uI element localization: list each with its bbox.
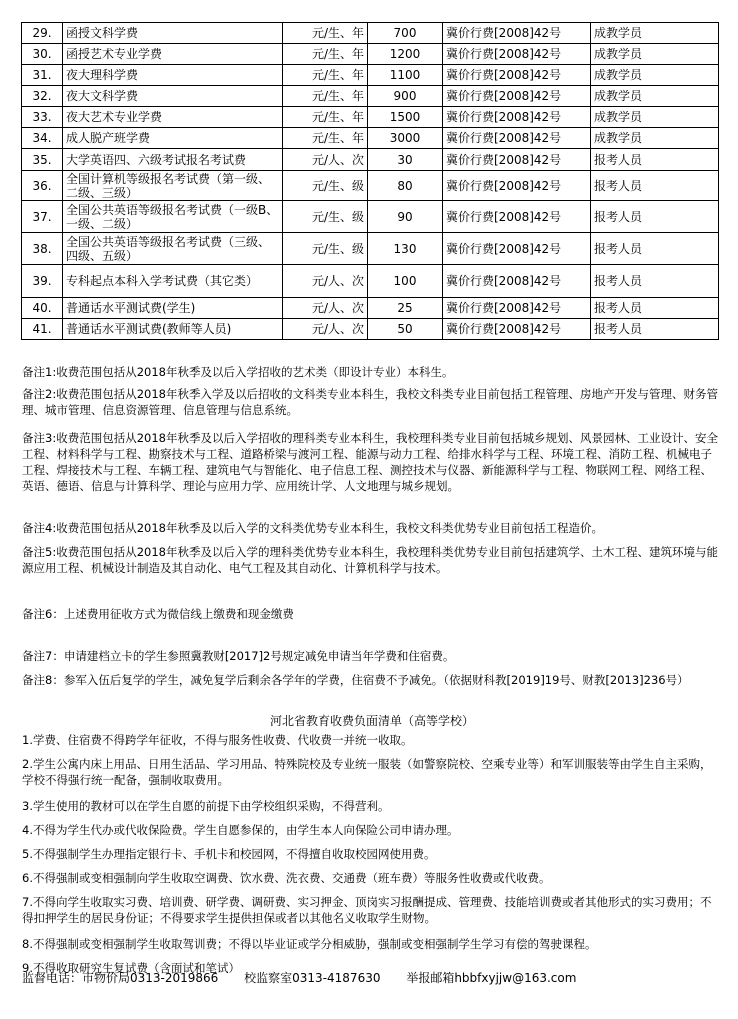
fee-amount: 100 bbox=[368, 265, 443, 298]
fee-item-name: 夜大文科学费 bbox=[63, 86, 283, 107]
fee-item-name: 普通话水平测试费(教师等人员) bbox=[63, 319, 283, 340]
fee-amount: 1200 bbox=[368, 44, 443, 65]
policy-document: 冀价行费[2008]42号 bbox=[443, 265, 591, 298]
fee-item-name: 函授艺术专业学费 bbox=[63, 44, 283, 65]
row-number: 33. bbox=[22, 107, 63, 128]
fee-target: 报考人员 bbox=[591, 319, 719, 340]
row-number: 41. bbox=[22, 319, 63, 340]
fee-amount: 90 bbox=[368, 201, 443, 233]
list-item: 3.学生使用的教材可以在学生自愿的前提下由学校组织采购，不得营利。 bbox=[22, 799, 390, 813]
policy-document: 冀价行费[2008]42号 bbox=[443, 201, 591, 233]
fee-item-name: 大学英语四、六级考试报名考试费 bbox=[63, 149, 283, 171]
note-5: 备注5:收费范围包括从2018年秋季及以后入学的理科类优势专业本科生，我校理科类优势专业目前包括建筑学、土木工程、建筑环境与能源应用工程、机械设计制造及其自动化、电气工程及其自动化、计算机科学与技术。 bbox=[22, 545, 718, 575]
fee-unit: 元/生、年 bbox=[283, 23, 368, 44]
fee-target: 成教学员 bbox=[591, 65, 719, 86]
fee-target: 成教学员 bbox=[591, 44, 719, 65]
table-row bbox=[22, 86, 719, 107]
fee-item-name: 全国公共英语等级报名考试费（三级、四级、五级） bbox=[63, 233, 283, 265]
policy-document: 冀价行费[2008]42号 bbox=[443, 107, 591, 128]
row-number: 34. bbox=[22, 128, 63, 149]
fee-unit: 元/人、次 bbox=[283, 265, 368, 298]
fee-target: 报考人员 bbox=[591, 171, 719, 201]
fee-item-name: 成人脱产班学费 bbox=[63, 128, 283, 149]
fee-target: 成教学员 bbox=[591, 107, 719, 128]
table-row bbox=[22, 265, 719, 298]
fee-target: 成教学员 bbox=[591, 86, 719, 107]
fee-item-name: 函授文科学费 bbox=[63, 23, 283, 44]
row-number: 31. bbox=[22, 65, 63, 86]
row-number: 38. bbox=[22, 233, 63, 265]
table-row bbox=[22, 23, 719, 44]
fee-target: 成教学员 bbox=[591, 23, 719, 44]
list-item: 7.不得向学生收取实习费、培训费、研学费、调研费、实习押金、顶岗实习报酬提成、管理费、技能培训费或者其他形式的实习费用；不得扣押学生的居民身份证；不得要求学生提供担保或者以其他名义收取学生财物。 bbox=[22, 895, 712, 925]
fee-unit: 元/生、级 bbox=[283, 201, 368, 233]
policy-document: 冀价行费[2008]42号 bbox=[443, 23, 591, 44]
fee-item-name: 夜大艺术专业学费 bbox=[63, 107, 283, 128]
fee-item-name: 专科起点本科入学考试费（其它类） bbox=[63, 265, 283, 298]
fee-target: 报考人员 bbox=[591, 149, 719, 171]
fee-unit: 元/生、年 bbox=[283, 65, 368, 86]
list-item: 4.不得为学生代办或代收保险费。学生自愿参保的，由学生本人向保险公司申请办理。 bbox=[22, 823, 459, 837]
fee-amount: 900 bbox=[368, 86, 443, 107]
table-row bbox=[22, 107, 719, 128]
list-item: 2.学生公寓内床上用品、日用生活品、学习用品、特殊院校及专业统一服装（如警察院校、空乘专业等）和军训服装等由学生自主采购，学校不得强行统一配备，强制收取费用。 bbox=[22, 757, 712, 787]
fee-unit: 元/人、次 bbox=[283, 149, 368, 171]
fee-target: 报考人员 bbox=[591, 265, 719, 298]
supervision-footer bbox=[22, 969, 722, 986]
policy-document: 冀价行费[2008]42号 bbox=[443, 319, 591, 340]
fee-amount: 1500 bbox=[368, 107, 443, 128]
table-row bbox=[22, 201, 719, 233]
fee-unit: 元/生、年 bbox=[283, 128, 368, 149]
table-row bbox=[22, 65, 719, 86]
fee-amount: 1100 bbox=[368, 65, 443, 86]
note-1: 备注1:收费范围包括从2018年秋季及以后入学招收的艺术类（即设计专业）本科生。 bbox=[22, 365, 454, 379]
row-number: 40. bbox=[22, 298, 63, 319]
note-7: 备注7：申请建档立卡的学生参照冀教财[2017]2号规定减免申请当年学费和住宿费。 bbox=[22, 649, 455, 663]
fee-target: 报考人员 bbox=[591, 233, 719, 265]
row-number: 29. bbox=[22, 23, 63, 44]
fee-unit: 元/生、年 bbox=[283, 44, 368, 65]
table-row bbox=[22, 298, 719, 319]
note-3: 备注3:收费范围包括从2018年秋季及以后入学招收的理科类专业本科生，我校理科类专业目前包括城乡规划、风景园林、工业设计、安全工程、材料科学与工程、勘察技术与工程、道路桥梁与渡河工程、能源与动力工程、给排水科学与工程、环境工程、消防工程、机械电子工程、焊接技术与工程、车辆工程、建筑电气与智能化、电子信息工程、测控技术与仪器、新能源科学与工程、物联网工程、网络工程、英语、德语、信息与计算科学、理论与应用力学、应用统计学、人文地理与城乡规划。 bbox=[22, 431, 718, 493]
fee-amount: 80 bbox=[368, 171, 443, 201]
row-number: 39. bbox=[22, 265, 63, 298]
row-number: 32. bbox=[22, 86, 63, 107]
policy-document: 冀价行费[2008]42号 bbox=[443, 149, 591, 171]
fee-amount: 25 bbox=[368, 298, 443, 319]
list-item: 6.不得强制或变相强制向学生收取空调费、饮水费、洗衣费、交通费（班车费）等服务性收费或代收费。 bbox=[22, 871, 551, 885]
table-row bbox=[22, 319, 719, 340]
fee-unit: 元/生、年 bbox=[283, 107, 368, 128]
fee-amount: 700 bbox=[368, 23, 443, 44]
fee-unit: 元/人、次 bbox=[283, 319, 368, 340]
list-item: 5.不得强制学生办理指定银行卡、手机卡和校园网，不得擅自收取校园网使用费。 bbox=[22, 847, 436, 861]
note-6: 备注6：上述费用征收方式为微信线上缴费和现金缴费 bbox=[22, 607, 294, 621]
policy-document: 冀价行费[2008]42号 bbox=[443, 233, 591, 265]
fee-target: 报考人员 bbox=[591, 298, 719, 319]
supervision-phone: 监督电话：市物价局0313-2019866 bbox=[22, 971, 219, 985]
note-4: 备注4:收费范围包括从2018年秋季及以后入学的文科类优势专业本科生，我校文科类优势专业目前包括工程造价。 bbox=[22, 521, 603, 535]
fee-amount: 3000 bbox=[368, 128, 443, 149]
fee-unit: 元/生、级 bbox=[283, 233, 368, 265]
policy-document: 冀价行费[2008]42号 bbox=[443, 171, 591, 201]
list-item: 1.学费、住宿费不得跨学年征收，不得与服务性收费、代收费一并统一收取。 bbox=[22, 733, 413, 747]
fee-target: 成教学员 bbox=[591, 128, 719, 149]
list-item: 9.不得收取研究生复试费（含面试和笔试） bbox=[22, 961, 240, 975]
row-number: 36. bbox=[22, 171, 63, 201]
fee-unit: 元/生、级 bbox=[283, 171, 368, 201]
table-row bbox=[22, 233, 719, 265]
fee-unit: 元/人、次 bbox=[283, 298, 368, 319]
supervision-office: 校监察室0313-4187630 bbox=[244, 971, 381, 985]
report-email: 举报邮箱hbbfxyjjw@163.com bbox=[406, 971, 577, 985]
policy-document: 冀价行费[2008]42号 bbox=[443, 128, 591, 149]
note-2: 备注2:收费范围包括从2018年秋季入学及以后招收的文科类专业本科生，我校文科类专业目前包括工程管理、房地产开发与管理、财务管理、城市管理、信息资源管理、信息管理与信息系统。 bbox=[22, 387, 718, 417]
fee-amount: 50 bbox=[368, 319, 443, 340]
table-row bbox=[22, 149, 719, 171]
fee-item-name: 普通话水平测试费(学生) bbox=[63, 298, 283, 319]
policy-document: 冀价行费[2008]42号 bbox=[443, 298, 591, 319]
fee-unit: 元/生、年 bbox=[283, 86, 368, 107]
fee-item-name: 夜大理科学费 bbox=[63, 65, 283, 86]
fee-item-name: 全国公共英语等级报名考试费（一级B、一级、二级） bbox=[63, 201, 283, 233]
table-row bbox=[22, 128, 719, 149]
list-item: 8.不得强制或变相强制学生收取驾训费；不得以毕业证或学分相威胁，强制或变相强制学生学习有偿的驾驶课程。 bbox=[22, 937, 597, 951]
table-row bbox=[22, 171, 719, 201]
fee-amount: 130 bbox=[368, 233, 443, 265]
row-number: 30. bbox=[22, 44, 63, 65]
fee-table bbox=[21, 22, 719, 340]
row-number: 35. bbox=[22, 149, 63, 171]
policy-document: 冀价行费[2008]42号 bbox=[443, 44, 591, 65]
row-number: 37. bbox=[22, 201, 63, 233]
policy-document: 冀价行费[2008]42号 bbox=[443, 65, 591, 86]
negative-list-title: 河北省教育收费负面清单（高等学校） bbox=[269, 714, 474, 728]
table-row bbox=[22, 44, 719, 65]
fee-target: 报考人员 bbox=[591, 201, 719, 233]
fee-amount: 30 bbox=[368, 149, 443, 171]
note-8: 备注8：参军入伍后复学的学生，减免复学后剩余各学年的学费，住宿费不予减免。（依据财科教[2019]19号、财教[2013]236号） bbox=[22, 673, 689, 687]
policy-document: 冀价行费[2008]42号 bbox=[443, 86, 591, 107]
fee-item-name: 全国计算机等级报名考试费（第一级、二级、三级） bbox=[63, 171, 283, 201]
